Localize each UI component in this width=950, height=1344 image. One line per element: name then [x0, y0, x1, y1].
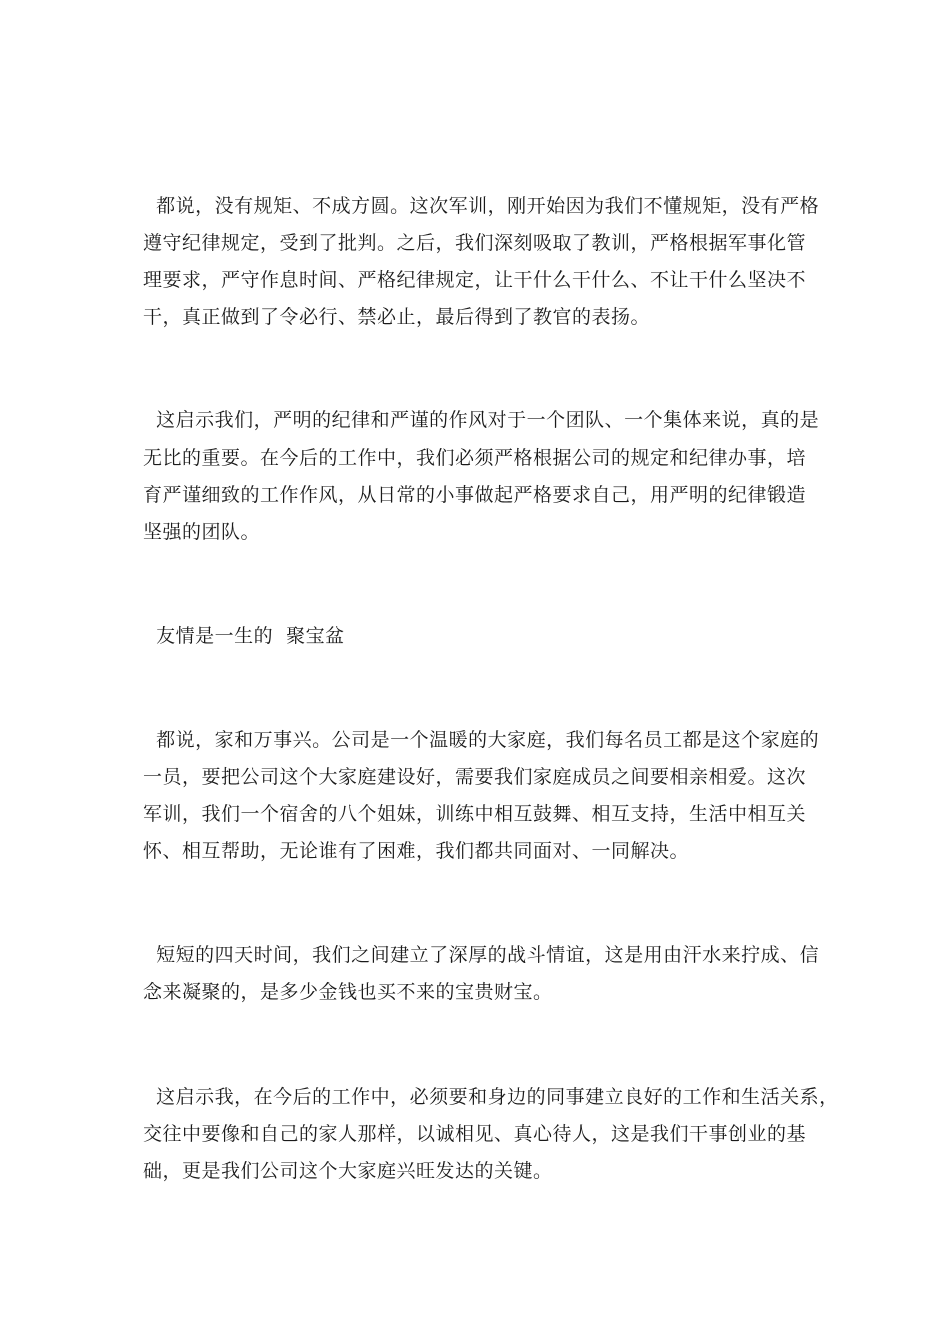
- paragraph-line: 干，真正做到了令必行、禁必止，最后得到了教官的表扬。: [143, 306, 651, 328]
- paragraph-line: 念来凝聚的，是多少金钱也买不来的宝贵财宝。: [143, 981, 553, 1003]
- heading-line: 友情是一生的 聚宝盆: [143, 625, 345, 647]
- paragraph-line: 交往中要像和自己的家人那样，以诚相见、真心待人，这是我们干事创业的基: [143, 1123, 807, 1145]
- paragraph-line: 理要求，严守作息时间、严格纪律规定，让干什么干什么、不让干什么坚决不: [143, 269, 807, 291]
- paragraph-line: 础，更是我们公司这个大家庭兴旺发达的关键。: [143, 1160, 553, 1182]
- paragraph-line: 都说，家和万事兴。公司是一个温暖的大家庭，我们每名员工都是这个家庭的: [143, 729, 820, 751]
- paragraph-line: 军训，我们一个宿舍的八个姐妹，训练中相互鼓舞、相互支持，生活中相互关: [143, 803, 807, 825]
- paragraph-line: 无比的重要。在今后的工作中，我们必须严格根据公司的规定和纪律办事，培: [143, 447, 807, 469]
- paragraph-line: 遵守纪律规定，受到了批判。之后，我们深刻吸取了教训，严格根据军事化管: [143, 232, 807, 254]
- paragraph-line: 育严谨细致的工作作风，从日常的小事做起严格要求自己，用严明的纪律锻造: [143, 484, 807, 506]
- paragraph-line: 这启示我，在今后的工作中，必须要和身边的同事建立良好的工作和生活关系，: [143, 1086, 839, 1108]
- paragraph-line: 短短的四天时间，我们之间建立了深厚的战斗情谊，这是用由汗水来拧成、信: [143, 944, 820, 966]
- paragraph-line: 一员，要把公司这个大家庭建设好，需要我们家庭成员之间要相亲相爱。这次: [143, 766, 807, 788]
- paragraph-line: 这启示我们，严明的纪律和严谨的作风对于一个团队、一个集体来说，真的是: [143, 409, 820, 431]
- paragraph-line: 坚强的团队。: [143, 521, 261, 543]
- paragraph-line: 怀、相互帮助，无论谁有了困难，我们都共同面对、一同解决。: [143, 840, 690, 862]
- paragraph-line: 都说，没有规矩、不成方圆。这次军训，刚开始因为我们不懂规矩，没有严格: [143, 195, 820, 217]
